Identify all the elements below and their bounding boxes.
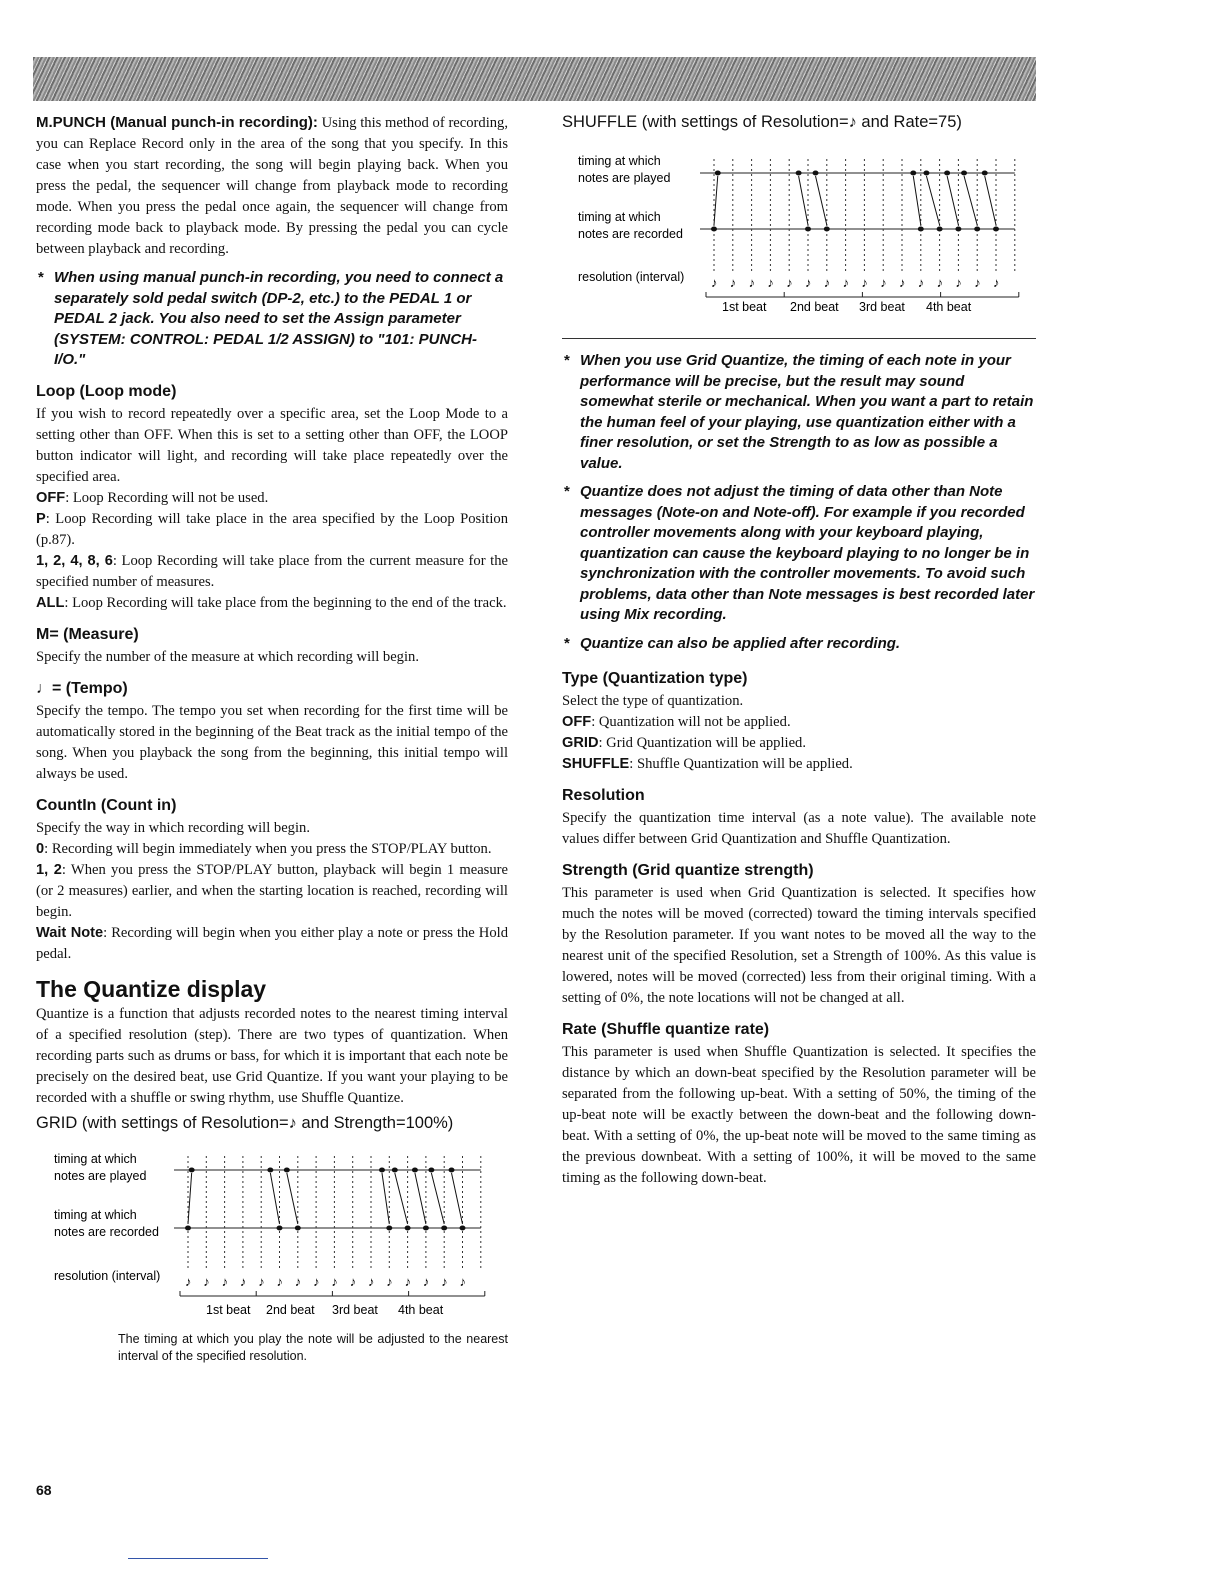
- loop-item: [36, 488, 508, 509]
- countin-text: Specify the way in which recording will begin.: [36, 819, 310, 836]
- loop-item-text: : Loop Recording will take place in the area specified by the Loop Position (p.87).: [36, 510, 508, 548]
- grid-diagram: [36, 1140, 508, 1322]
- adjust-arrow: [926, 176, 939, 225]
- mpunch-note: [36, 268, 508, 371]
- mpunch-text: Using this method of recording, you can Replace Record only in the area of the song that you specify. In this case when you start recording, the song will begin playing back. When you press the pedal, the sequencer will change from playback mode to recording mode. When you press the pedal once again, the sequencer will change from recording mode back to playback mode. By pressing the pedal you can cycle between playback and recording.: [36, 115, 509, 257]
- recorded-dot: [277, 1225, 283, 1230]
- type-item-text: : Grid Quantization will be applied.: [598, 735, 806, 751]
- grid-footer: The timing at which you play the note will be adjusted to the nearest interval of the specified resolution.: [118, 1331, 508, 1363]
- note-icon: ♪: [917, 275, 925, 290]
- played-dot: [944, 171, 950, 176]
- recorded-dot: [824, 227, 830, 232]
- quantize-note: [562, 482, 1036, 626]
- adjust-arrow: [947, 176, 958, 225]
- quantize-note-text: Quantize can also be applied after recording.: [580, 634, 901, 652]
- asterisk-icon: *: [564, 634, 570, 652]
- loop-item-text: : Loop Recording will take place from the beginning to the end of the track.: [64, 594, 507, 611]
- recorded-dot: [993, 227, 999, 232]
- grid-caption: GRID (with settings of Resolution=♪ and Strength=100%): [36, 1113, 454, 1132]
- played-dot: [428, 1167, 434, 1172]
- right-column: [562, 112, 1036, 1189]
- note-icon: ♪: [993, 275, 1000, 290]
- grid-row1-line1: timing at which: [54, 1151, 137, 1166]
- adjust-arrow: [964, 176, 977, 225]
- note-icon: ♪: [805, 275, 812, 290]
- played-dot: [923, 171, 929, 176]
- adjust-arrow: [395, 1173, 408, 1224]
- header-banner: [33, 57, 1036, 101]
- note-icon: ♪: [313, 1273, 320, 1289]
- note-icon: ♪: [276, 1273, 283, 1289]
- note-icon: ♪: [842, 275, 850, 290]
- recorded-dot: [711, 227, 717, 232]
- adjust-arrow: [270, 1173, 279, 1224]
- note-icon: ♪: [221, 1273, 229, 1289]
- adjust-arrow: [985, 176, 996, 225]
- resolution-heading: Resolution: [562, 787, 645, 804]
- note-icon: ♪: [955, 275, 962, 290]
- countin-item-key: 1, 2: [36, 861, 62, 878]
- note-icon: ♪: [331, 1273, 338, 1289]
- note-icon: ♪: [422, 1273, 430, 1289]
- tempo-heading: ♩= (Tempo): [36, 679, 128, 697]
- countin-item-key: 0: [36, 840, 45, 857]
- quantize-text: Quantize is a function that adjusts recorded notes to the nearest timing interval of a specified resolution (step). There are two types of quantization. When recording parts such as drums or bass, for which it is important that each note be precisely on the desired beat, use Grid Quantize. If you want your playing to be recorded with a shuffle or swing rhythm, use Shuffle Quantize.: [36, 1005, 508, 1106]
- played-dot: [379, 1167, 385, 1172]
- quantize-note-text: When you use Grid Quantize, the timing of each note in your performance will be precise, but the result may sound somewhat sterile or mechanical. When you want a part to retain the human feel of your playing, use quantization either with a finer resolution, or set the Strength to as low as possible a value.: [580, 352, 1034, 472]
- measure-text: Specify the number of the measure at which recording will begin.: [36, 648, 419, 665]
- played-dot: [189, 1167, 195, 1172]
- loop-item-text: : Loop Recording will not be used.: [65, 489, 269, 506]
- recorded-dot: [386, 1225, 392, 1230]
- page-number: 68: [36, 1482, 52, 1498]
- countin-item-key: Wait Note: [36, 924, 104, 941]
- shuffle-resolution-label: resolution (interval): [578, 270, 685, 284]
- loop-item: [36, 593, 508, 614]
- recorded-dot: [185, 1225, 191, 1230]
- loop-item-text: : Loop Recording will take place from the current measure for the specified number of measures.: [36, 552, 509, 590]
- asterisk-icon: *: [38, 269, 44, 286]
- recorded-dot: [937, 227, 943, 232]
- shuffle-beat-label: 4th beat: [926, 300, 972, 314]
- loop-item: [36, 509, 508, 551]
- note-icon: ♪: [459, 1273, 466, 1289]
- loop-item-key: OFF: [36, 489, 66, 506]
- grid-beat-label: 4th beat: [398, 1302, 444, 1317]
- bottom-rule: [128, 1558, 268, 1559]
- grid-row1-line2: notes are played: [54, 1168, 147, 1183]
- note-icon: ♪: [936, 275, 944, 290]
- quantize-heading: The Quantize display: [36, 975, 267, 1002]
- type-item-key: OFF: [562, 714, 592, 730]
- quantize-note: [562, 351, 1036, 474]
- note-icon: ♪: [239, 1273, 247, 1289]
- note-icon: ♪: [441, 1273, 448, 1289]
- note-icon: ♪: [368, 1273, 375, 1289]
- note-icon: ♪: [729, 275, 737, 290]
- countin-item-text: : Recording will begin immediately when you press the STOP/PLAY button.: [44, 840, 492, 857]
- grid-beat-label: 1st beat: [206, 1302, 251, 1317]
- type-item-text: : Quantization will not be applied.: [591, 714, 791, 730]
- shuffle-diagram: [562, 139, 1036, 317]
- shuffle-beat-label: 2nd beat: [790, 300, 839, 314]
- note-icon: ♪: [748, 275, 756, 290]
- adjust-arrow: [382, 1173, 389, 1224]
- adjust-arrow: [287, 1173, 298, 1224]
- left-column: [36, 112, 508, 1365]
- shuffle-beat-label: 3rd beat: [859, 300, 905, 314]
- played-dot: [392, 1167, 398, 1172]
- adjust-arrow: [913, 176, 921, 225]
- countin-item-text: : When you press the STOP/PLAY button, playback will begin 1 measure (or 2 measures) earlier, and when the starting location is reached, recording will begin.: [36, 861, 508, 920]
- type-item: [562, 754, 1036, 775]
- countin-item: [36, 839, 508, 860]
- played-dot: [910, 171, 916, 176]
- note-icon: ♪: [294, 1273, 302, 1289]
- quantize-note: [562, 634, 1036, 655]
- shuffle-marks: [700, 159, 1019, 297]
- recorded-dot: [295, 1225, 301, 1230]
- shuffle-row2-line1: timing at which: [578, 210, 661, 224]
- recorded-dot: [918, 227, 924, 232]
- note-icon: ♪: [404, 1273, 412, 1289]
- type-item-text: : Shuffle Quantization will be applied.: [629, 756, 853, 772]
- type-item: [562, 712, 1036, 733]
- countin-item-text: : Recording will begin when you either play a note or press the Hold pedal.: [36, 924, 508, 962]
- note-icon: ♪: [974, 275, 981, 290]
- type-item: [562, 733, 1036, 754]
- countin-item: [36, 860, 508, 923]
- shuffle-row1-line2: notes are played: [578, 171, 671, 185]
- asterisk-icon: *: [564, 352, 570, 369]
- note-icon: ♪: [185, 1273, 192, 1289]
- resolution-text: Specify the quantization time interval (as a note value). The available note values differ between Grid Quantization and Shuffle Quantization.: [562, 810, 1036, 847]
- played-dot: [267, 1167, 273, 1172]
- type-heading: Type (Quantization type): [562, 670, 748, 687]
- strength-text: This parameter is used when Grid Quantization is selected. It specifies how much the notes will be moved (corrected) toward the timing intervals specified by the Resolution parameter. If you want notes to be moved all the way to the nearest unit of the specified Resolution, set a Strength of 100%. As this value is lowered, notes will be moved (corrected) less from their original timing. With a setting of 0%, the note locations will not be changed at all.: [562, 885, 1036, 1006]
- adjust-arrow: [816, 176, 827, 225]
- strength-heading: Strength (Grid quantize strength): [562, 862, 814, 879]
- note-icon: ♪: [899, 275, 906, 290]
- type-item-key: GRID: [562, 735, 599, 751]
- played-dot: [284, 1167, 290, 1172]
- played-dot: [449, 1167, 455, 1172]
- played-dot: [961, 171, 967, 176]
- loop-item-key: 1, 2, 4, 8, 6: [36, 552, 113, 569]
- asterisk-icon: *: [564, 483, 570, 500]
- shuffle-row1-line1: timing at which: [578, 154, 661, 168]
- shuffle-row2-line2: notes are recorded: [578, 227, 683, 241]
- measure-heading: M= (Measure): [36, 625, 139, 643]
- type-text: Select the type of quantization.: [562, 693, 744, 709]
- grid-marks: [174, 1156, 485, 1296]
- countin-item: [36, 923, 508, 965]
- type-item-key: SHUFFLE: [562, 756, 630, 772]
- note-icon: ♪: [711, 275, 718, 290]
- loop-item-key: ALL: [36, 594, 65, 611]
- shuffle-beat-label: 1st beat: [722, 300, 767, 314]
- played-dot: [715, 171, 721, 176]
- note-icon: ♪: [786, 275, 793, 290]
- played-dot: [412, 1167, 418, 1172]
- adjust-arrow: [799, 176, 808, 225]
- played-dot: [796, 171, 802, 176]
- countin-heading: CountIn (Count in): [36, 796, 177, 814]
- divider: [562, 338, 1036, 339]
- loop-item: [36, 551, 508, 593]
- adjust-arrow: [714, 176, 718, 225]
- note-icon: ♪: [823, 275, 831, 290]
- rate-text: This parameter is used when Shuffle Quantization is selected. It specifies the distance by which an down-beat specified by the Resolution parameter will be separated from the following up-beat. With a setting of 50%, the timing of the up-beat note will be exactly between the down-beat and the following down-beat. With a setting of 0%, the up-beat note will be moved to the same timing as the previous downbeat. With a setting of 100%, it will be moved to the same timing as the following down-beat.: [562, 1044, 1036, 1186]
- tempo-text: Specify the tempo. The tempo you set when recording for the first time will be automatically stored in the beginning of the Beat track as the initial tempo of the song. When you playback the song from the beginning, this initial tempo will always be used.: [36, 702, 508, 782]
- grid-row2-line1: timing at which: [54, 1207, 137, 1222]
- mpunch-heading: M.PUNCH (Manual punch-in recording):: [36, 114, 318, 131]
- note-icon: ♪: [258, 1273, 265, 1289]
- recorded-dot: [974, 227, 980, 232]
- adjust-arrow: [415, 1173, 426, 1224]
- mpunch-paragraph: [36, 112, 508, 260]
- loop-text: If you wish to record repeatedly over a specific area, set the Loop Mode to a setting other than OFF. When this is set to a setting other than OFF, the LOOP button indicator will light, and recording will take place repeatedly over the specified area.: [36, 405, 508, 485]
- note-icon: ♪: [349, 1273, 357, 1289]
- recorded-dot: [441, 1225, 447, 1230]
- note-icon: ♪: [203, 1273, 210, 1289]
- note-icon: ♪: [386, 1273, 393, 1289]
- grid-beat-label: 3rd beat: [332, 1302, 378, 1317]
- grid-row2-line2: notes are recorded: [54, 1224, 159, 1239]
- recorded-dot: [805, 227, 811, 232]
- note-icon: ♪: [861, 275, 868, 290]
- adjust-arrow: [431, 1173, 444, 1224]
- note-icon: ♪: [767, 275, 774, 290]
- loop-heading: Loop (Loop mode): [36, 382, 177, 400]
- loop-item-key: P: [36, 510, 46, 527]
- rate-heading: Rate (Shuffle quantize rate): [562, 1021, 770, 1038]
- grid-resolution-label: resolution (interval): [54, 1268, 161, 1283]
- shuffle-caption: SHUFFLE (with settings of Resolution=♪ and Rate=75): [562, 113, 962, 131]
- recorded-dot: [955, 227, 961, 232]
- recorded-dot: [423, 1225, 429, 1230]
- grid-beat-label: 2nd beat: [266, 1302, 315, 1317]
- note-icon: ♪: [880, 275, 887, 290]
- played-dot: [982, 171, 988, 176]
- recorded-dot: [405, 1225, 411, 1230]
- played-dot: [813, 171, 819, 176]
- recorded-dot: [460, 1225, 466, 1230]
- quantize-note-text: Quantize does not adjust the timing of data other than Note messages (Note-on and Note-off). For example if you recorded controller movements along with your keyboard playing, quantization can cause the keyboard playing to no longer be in synchronization with the controller movements. To avoid such problems, data other than Note messages is best recorded later using Mix recording.: [580, 483, 1035, 623]
- adjust-arrow: [188, 1173, 192, 1224]
- mpunch-note-text: When using manual punch-in recording, you need to connect a separately sold pedal switch (DP-2, etc.) to the PEDAL 1 or PEDAL 2 jack. You also need to set the Assign parameter (SYSTEM: CONTROL: PEDAL 1/2 ASSIGN) to "101: PUNCH-I/O.": [54, 269, 504, 368]
- adjust-arrow: [452, 1173, 463, 1224]
